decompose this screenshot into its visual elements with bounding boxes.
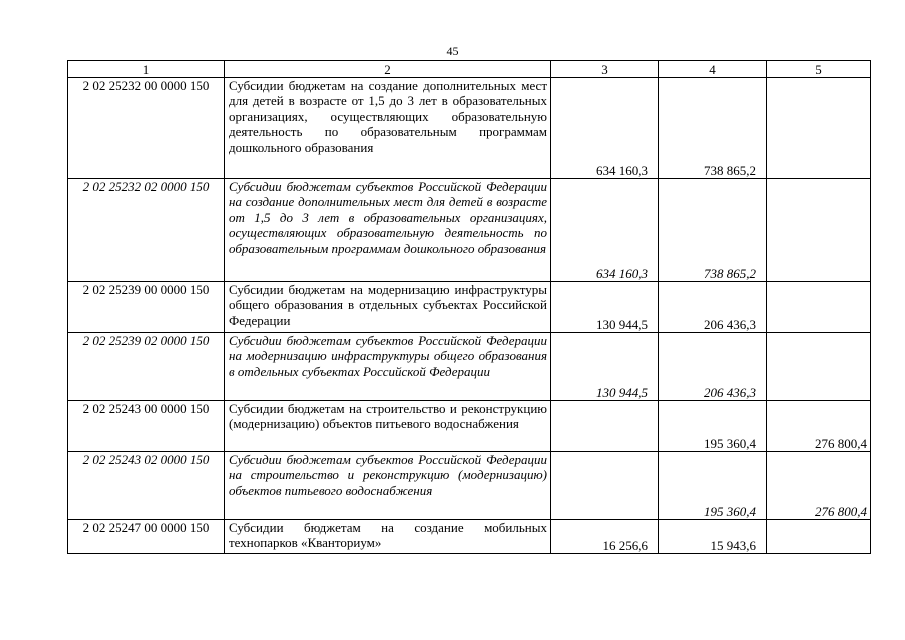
budget-description: Субсидии бюджетам на создание дополнительных мест для детей в возрасте от 1,5 до 3 лет в образовательных организациях, осуществляющих образовательную деятельность по образовательным программам дошкольного образования xyxy=(225,78,551,179)
budget-description: Субсидии бюджетам на создание мобильных технопарков «Кванториум» xyxy=(225,520,551,554)
page-number: 45 xyxy=(446,44,459,58)
budget-description: Субсидии бюджетам субъектов Российской Федерации на создание дополнительных мест для детей в возрасте от 1,5 до 3 лет в образовательных организациях, осуществляющих образовательную деятельность по образовательным программам дошкольного образования xyxy=(225,179,551,282)
amount-col4: 206 436,3 xyxy=(659,282,767,333)
column-header-2: 2 xyxy=(225,61,551,78)
budget-code: 2 02 25239 02 0000 150 xyxy=(68,333,225,401)
amount-col4: 15 943,6 xyxy=(659,520,767,554)
amount-col3: 16 256,6 xyxy=(551,520,659,554)
budget-code: 2 02 25232 02 0000 150 xyxy=(68,179,225,282)
table-row xyxy=(68,333,871,401)
column-header-5: 5 xyxy=(767,61,871,78)
budget-code: 2 02 25239 00 0000 150 xyxy=(68,282,225,333)
amount-col3 xyxy=(551,401,659,452)
amount-col4: 195 360,4 xyxy=(659,401,767,452)
table-row xyxy=(68,78,871,179)
budget-code: 2 02 25232 00 0000 150 xyxy=(68,78,225,179)
amount-col3: 130 944,5 xyxy=(551,333,659,401)
amount-col5: 276 800,4 xyxy=(767,401,871,452)
amount-col3: 634 160,3 xyxy=(551,78,659,179)
table-header-row xyxy=(68,61,871,78)
budget-description: Субсидии бюджетам на модернизацию инфраструктуры общего образования в отдельных субъектах Российской Федерации xyxy=(225,282,551,333)
amount-col3: 634 160,3 xyxy=(551,179,659,282)
amount-col4: 738 865,2 xyxy=(659,179,767,282)
table-row xyxy=(68,401,871,452)
amount-col4: 738 865,2 xyxy=(659,78,767,179)
budget-description: Субсидии бюджетам субъектов Российской Федерации на модернизацию инфраструктуры общего образования в отдельных субъектах Российской Федерации xyxy=(225,333,551,401)
amount-col4: 195 360,4 xyxy=(659,452,767,520)
budget-description: Субсидии бюджетам на строительство и реконструкцию (модернизацию) объектов питьевого водоснабжения xyxy=(225,401,551,452)
amount-col5: 276 800,4 xyxy=(767,452,871,520)
amount-col3: 130 944,5 xyxy=(551,282,659,333)
table-row xyxy=(68,282,871,333)
budget-code: 2 02 25247 00 0000 150 xyxy=(68,520,225,554)
amount-col5 xyxy=(767,179,871,282)
budget-code: 2 02 25243 00 0000 150 xyxy=(68,401,225,452)
column-header-3: 3 xyxy=(551,61,659,78)
amount-col5 xyxy=(767,520,871,554)
amount-col5 xyxy=(767,282,871,333)
amount-col3 xyxy=(551,452,659,520)
column-header-4: 4 xyxy=(659,61,767,78)
amount-col5 xyxy=(767,78,871,179)
table-row xyxy=(68,179,871,282)
table-row xyxy=(68,520,871,554)
budget-description: Субсидии бюджетам субъектов Российской Федерации на строительство и реконструкцию (модернизацию) объектов питьевого водоснабжения xyxy=(225,452,551,520)
table-row xyxy=(68,452,871,520)
budget-code: 2 02 25243 02 0000 150 xyxy=(68,452,225,520)
amount-col4: 206 436,3 xyxy=(659,333,767,401)
amount-col5 xyxy=(767,333,871,401)
column-header-1: 1 xyxy=(68,61,225,78)
budget-revenue-table xyxy=(67,60,871,554)
